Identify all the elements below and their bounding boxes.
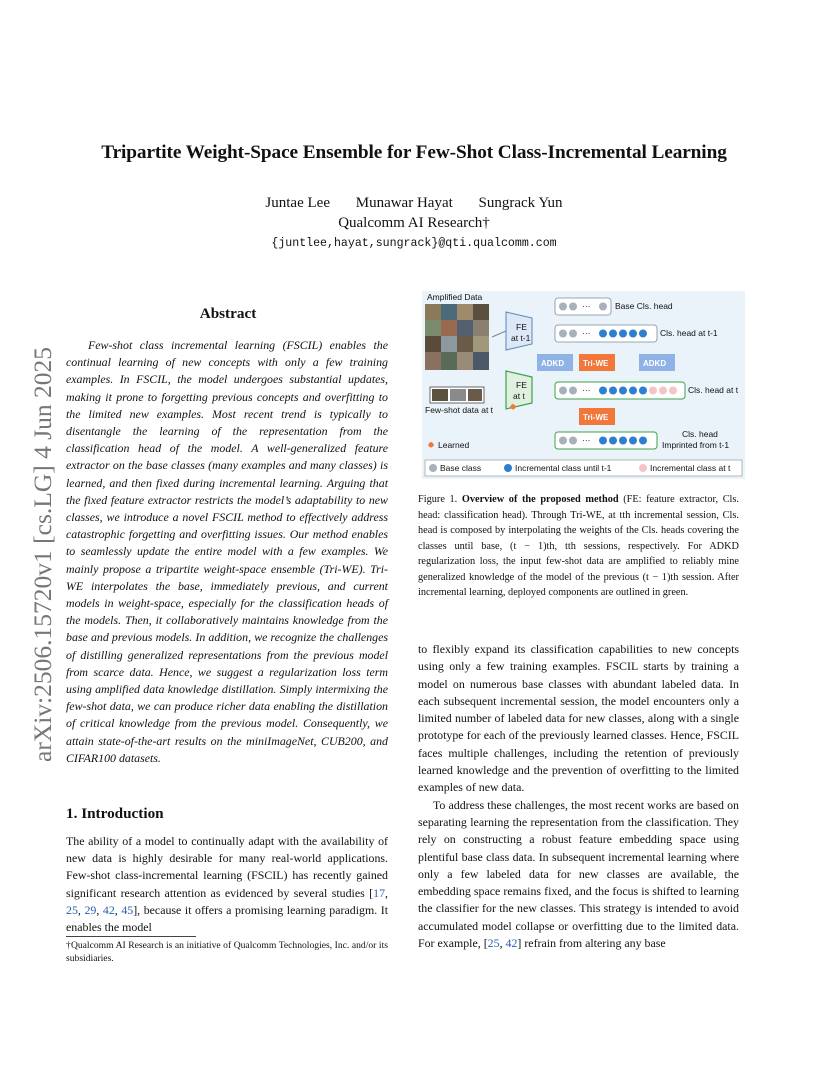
author-email: {juntlee,hayat,sungrack}@qti.qualcomm.com (271, 237, 557, 250)
abstract-text: Few-shot class incremental learning (FSCIL) enables the continual learning of new concepts with only a few training examples. In FSCIL, the model undergoes substantial updates, making it prone to forgetting previous concepts and overfitting to the limited new examples. Most recent trend is typically to disentangle the learning of the representation from the classification head of the model. A well-generalized feature extractor on the base classes (many examples and many classes) is learned, and then fixed during incremental learning. Arguing that the fixed feature extractor restricts the model’s adaptability to new classes, we introduce a novel FSCIL method to effectively address catastrophic forgetting and overfitting issues. Our method enables to seamlessly update the entire model with a few examples. We mainly propose a tripartite weight-space ensemble (Tri-WE). Tri-WE interpolates the base, immediately previous, and current models in weight-space, especially for the classification heads of the models. Then, it collaboratively maintains knowledge from the base and previous models. In addition, we recognize the challenges of distilling generalized representations from the previous model from scarce data. Hence, we suggest a regularization loss term using amplified data knowledge distillation. Simply intermixing the few-shot data, we can produce richer data enabling the distillation of critical knowledge from the previous model. Consequently, we attain state-of-the-art results on the miniImageNet, CUB200, and CIFAR100 datasets. (66, 338, 388, 765)
svg-text:···: ··· (582, 385, 591, 395)
abstract-heading: Abstract (199, 305, 257, 322)
figure-caption: Figure 1. Overview of the proposed method (FE: feature extractor, Cls. head: classification head). Through Tri-WE, at tth incremental session, Cls. head is composed by interpolating the weights of the Cls. heads covering the classes until base, (t − 1)th, tth sessions, respectively. For ADKD regularization loss, the input few-shot data are amplified to reliably mine generalized knowledge of the model of the previous (t − 1)th session. After incremental learning, deployed components are outlined in green. (418, 494, 739, 598)
citation-link[interactable]: 17 (373, 885, 386, 900)
author-name: Sungrack Yun (478, 195, 563, 211)
right-column-body (418, 641, 739, 952)
fe-cur-label: at t (513, 391, 525, 401)
fe-cur-trapezoid (506, 371, 532, 409)
introduction-paragraph: The ability of a model to continually adapt with the availability of new data is highly desirable for many real-world applications. Few-shot class-incremental learning (FSCIL) has recently gained significant research attention as evidenced by several studies [17, 25, 29, 42, 45], because it offers a promising learning paradigm. It enables the model (66, 834, 388, 935)
triwe-label: Tri-WE (583, 413, 609, 422)
author-name: Munawar Hayat (355, 195, 453, 211)
fe-cur-label: FE (516, 380, 527, 390)
svg-text:···: ··· (582, 435, 591, 445)
svg-text:···: ··· (582, 328, 591, 338)
author-name: Juntae Lee (265, 195, 330, 211)
amplified-data-label: Amplified Data (427, 292, 483, 302)
author-list (0, 195, 828, 212)
adkd-label: ADKD (541, 359, 565, 368)
svg-text:···: ··· (582, 301, 591, 311)
fewshot-label: Few-shot data at t (425, 405, 494, 415)
fe-prev-label: FE (516, 322, 527, 332)
body-paragraph: to flexibly expand its classification capabilities to new concepts using only a few training examples. FSCIL starts by training a model on numerous base classes with abundant labeled data. In each subsequent incremental session, the model encounters only a limited number of labeled data for new classes, along with a single prototype for each of the previously learned classes. Hence, FSCIL faces multiple challenges, including the retention of previously learned knowledge and the prevention of overfitting to the limited examples of new data. (418, 642, 739, 795)
legend-incremental-prev: Incremental class until t-1 (515, 463, 612, 473)
legend-incremental-cur: Incremental class at t (650, 463, 731, 473)
citation-link[interactable]: 29 (84, 902, 97, 917)
base-head-label: Base Cls. head (615, 301, 673, 311)
imprinted-head-label: Imprinted from t-1 (662, 440, 730, 450)
figure-1-diagram (422, 291, 745, 479)
footnote: †Qualcomm AI Research is an initiative of Qualcomm Technologies, Inc. and/or its subsidiaries. (66, 940, 388, 964)
flame-icon (428, 442, 434, 448)
section-heading-introduction: 1. Introduction (66, 805, 164, 822)
footnote-divider (66, 936, 196, 937)
arxiv-identifier: arXiv:2506.15720v1 [cs.LG] 4 Jun 2025 (28, 346, 57, 762)
adkd-label: ADKD (643, 359, 667, 368)
citation-link[interactable]: 42 (505, 936, 518, 951)
citation-link[interactable]: 45 (121, 902, 134, 917)
affiliation: Qualcomm AI Research† (338, 215, 490, 231)
imprinted-head-label: Cls. head (682, 429, 718, 439)
prev-head-label: Cls. head at t-1 (660, 328, 718, 338)
citation-link[interactable]: 25 (66, 902, 78, 917)
legend-base-class: Base class (440, 463, 482, 473)
fe-prev-label: at t-1 (511, 333, 531, 343)
citation-link[interactable]: 42 (102, 902, 115, 917)
cur-head-label: Cls. head at t (688, 385, 739, 395)
paper-title: Tripartite Weight-Space Ensemble for Few-Shot Class-Incremental Learning (101, 142, 727, 163)
triwe-label: Tri-WE (583, 359, 609, 368)
learned-legend-label: Learned (438, 440, 470, 450)
amplified-data-mosaic (425, 304, 489, 370)
citation-link[interactable]: 25 (487, 936, 500, 951)
body-paragraph: To address these challenges, the most recent works are based on separating learning the representation from the classification. They rely on constructing a robust feature embedding space using plentiful base class data. In subsequent incremental learning where only a few labeled data for new classes are available, the embedding space remains fixed, and the focus is shifted to learning the classifier for the new classes. This strategy is intended to avoid accumulated model collapse or overfitting due to the limited data. For example, [25, 42] refrain from altering any base (418, 797, 739, 951)
